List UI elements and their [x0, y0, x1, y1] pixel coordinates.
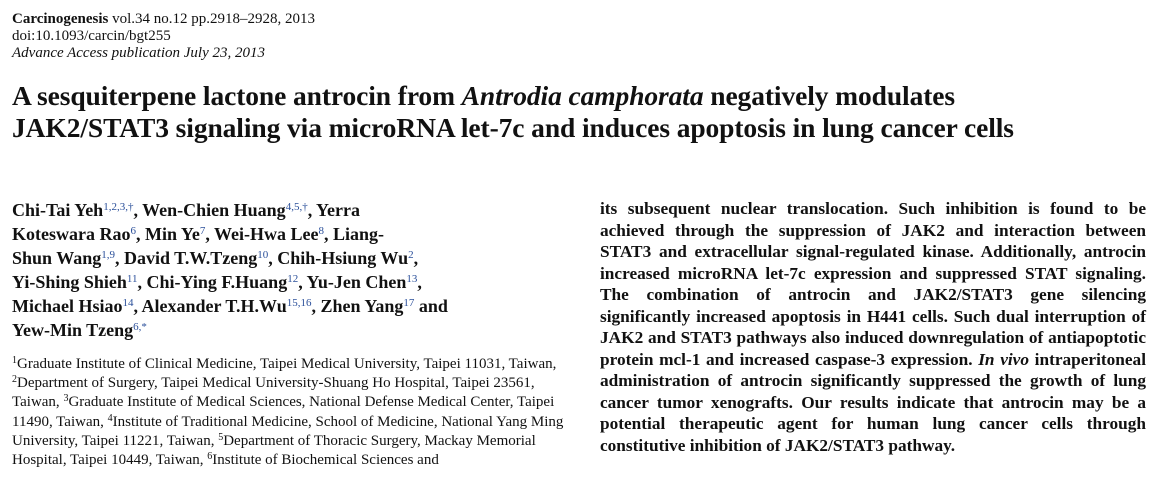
author-12[interactable]: Michael Hsiao$^{14}$ — [12, 296, 134, 316]
title-species: Antrodia camphorata — [461, 80, 704, 111]
affil-text: Institute of Biochemical Sciences and — [212, 452, 439, 469]
title-line2: JAK2/STAT3 signaling via microRNA let-7c and induces apoptosis in lung cancer cells — [12, 112, 1014, 143]
author-11[interactable]: Yu-Jen Chen$^{13}$ — [306, 272, 418, 292]
article-title — [12, 80, 1162, 144]
title-line1-end: negatively modulates — [703, 80, 955, 111]
author-list: Chi-Tai Yeh$^{1,2,3,\dagger}$, Wen-Chien Huang$^{4,5,\dagger}$, Yerra Koteswara Rao$^6$, Min Ye$^7$, Wei-Hwa Lee$^8$, Liang- Shun Wang$^{1,9}$, David T.W.Tzeng$^{10}$, Chih-Hsiung Wu$^2$, Yi-Shing Shieh$^{11}$, Chi-Ying F.Huang$^{12}$, Yu-Jen Chen$^{13}$, Michael Hsiao$^{14}$, Alexander T.H.Wu$^{15,16}$, Zhen Yang$^{17}$ and Yew-Min Tzeng$^{6,*}$ — [12, 200, 448, 340]
affil-marker: 3 — [63, 393, 69, 405]
author-3[interactable]: Koteswara Rao$^6$ — [12, 224, 136, 244]
author-9[interactable]: Yi-Shing Shieh$^{11}$ — [12, 272, 138, 292]
affil-text: Department of Thoracic Surgery, Mackay Memorial Hospital, Taipei 10449, Taiwan, — [12, 432, 536, 469]
doi[interactable]: doi:10.1093/carcin/bgt255 — [12, 28, 171, 44]
affil-text: Graduate Institute of Medical Sciences, National Defense Medical Center, Taipei 11490, Taiwan, — [12, 394, 555, 430]
author-15[interactable]: Yew-Min Tzeng$^{6,*}$ — [12, 320, 147, 340]
affil-marker: 1 — [12, 355, 17, 366]
author-5[interactable]: Wei-Hwa Lee$^8$ — [214, 224, 324, 244]
affil-text: Graduate Institute of Clinical Medicine, Taipei Medical University, Taipei 11031, Taiwan, — [17, 356, 557, 372]
author-7[interactable]: David T.W.Tzeng$^{10}$ — [124, 248, 269, 268]
abstract-in-vivo: In vivo — [978, 349, 1029, 369]
author-6[interactable]: Shun Wang$^{1,9}$ — [12, 248, 115, 268]
affil-marker: 5 — [218, 431, 224, 443]
author-13[interactable]: Alexander T.H.Wu$^{15,16}$ — [141, 296, 312, 316]
author-4[interactable]: Min Ye$^7$ — [144, 224, 206, 244]
author-2[interactable]: Wen-Chien Huang$^{4,5,\dagger}$ — [142, 200, 308, 220]
author-14[interactable]: Zhen Yang$^{17}$ — [320, 296, 415, 316]
author-10[interactable]: Chi-Ying F.Huang$^{12}$ — [146, 272, 299, 292]
title-line1-start: A sesquiterpene lactone antrocin from — [12, 80, 462, 111]
abstract-text: its subsequent nuclear translocation. Such inhibition is found to be achieved through the suppression of JAK2 and interaction between STAT3 and extracellular signal-regulated kinase. Additionally, antrocin increased microRNA let-7c expression and suppressed STAT signaling. The combination of antrocin and JAK2/STAT3 gene silencing significantly increased apoptosis in H441 cells. Such dual interruption of JAK2 and STAT3 pathways also induced downregulation of antiapoptotic protein mcl-1 and increased caspase-3 expression. In vivo intraperitoneal administration of antrocin significantly suppressed the growth of lung cancer tumor xenografts. Our results indicate that antrocin may be a potential therapeutic agent for human lung cancer cells through constitutive inhibition of JAK2/STAT3 pathway. — [600, 199, 1146, 455]
affil-text: Institute of Traditional Medicine, School of Medicine, National Yang Ming University, Taipei 11221, Taiwan, — [12, 413, 564, 449]
author-8[interactable]: Chih-Hsiung Wu$^2$ — [277, 248, 414, 268]
affil-text: Department of Surgery, Taipei Medical University-Shuang Ho Hospital, Taipei 23561, Taiwan, — [12, 375, 535, 411]
access-date: Advance Access publication July 23, 2013 — [12, 45, 265, 61]
affiliations — [12, 355, 567, 470]
affil-marker: 6 — [207, 451, 213, 463]
affil-marker: 2 — [12, 374, 17, 386]
author-1[interactable]: Chi-Tai Yeh$^{1,2,3,\dagger}$ — [12, 200, 134, 220]
journal-header — [12, 11, 315, 62]
journal-name: Carcinogenesis — [12, 11, 109, 27]
volume-info: vol.34 no.12 pp.2918–2928, 2013 — [108, 11, 316, 27]
affil-marker: 4 — [107, 412, 113, 424]
citation-line — [12, 11, 315, 28]
